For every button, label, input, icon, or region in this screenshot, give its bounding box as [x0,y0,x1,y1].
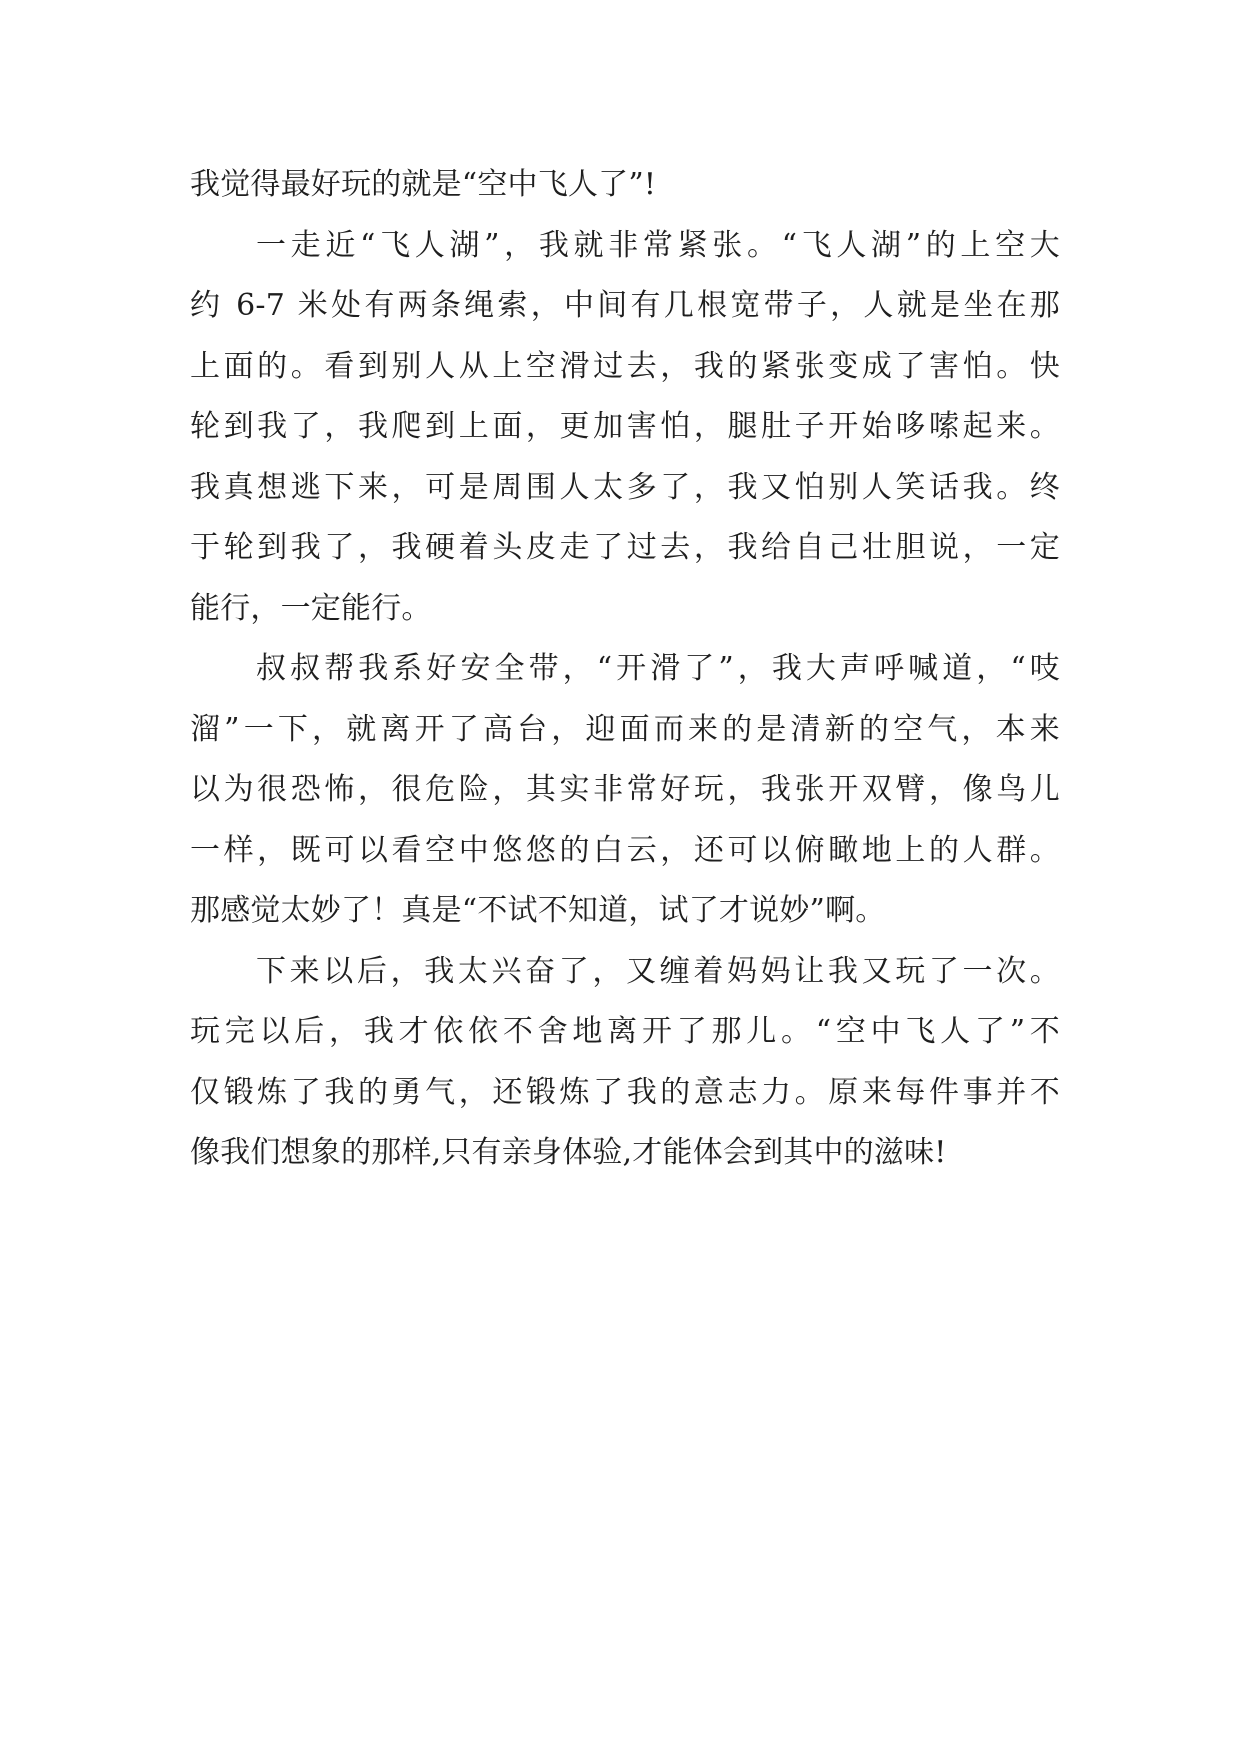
essay-body [190,155,1060,1184]
text-line: 像我们想象的那样,只有亲身体验,才能体会到其中的滋味! [190,1135,947,1170]
text-line: 于轮到我了，我硬着头皮走了过去，我给自己壮胆说，一定 [190,530,1060,565]
text-line: 一走近“飞人湖”，我就非常紧张。“飞人湖”的上空大 [256,227,1060,263]
text-line: 那感觉太妙了！真是“不试不知道，试了才说妙”啊。 [190,893,886,928]
text-line: 仅锻炼了我的勇气，还锻炼了我的意志力。原来每件事并不 [190,1074,1060,1110]
text-line: 下来以后，我太兴奋了，又缠着妈妈让我又玩了一次。 [256,953,1060,989]
text-line: 上面的。看到别人从上空滑过去，我的紧张变成了害怕。快 [190,348,1060,384]
text-line: 我觉得最好玩的就是“空中飞人了”! [190,167,657,202]
text-line: 溜”一下，就离开了高台，迎面而来的是清新的空气，本来 [190,711,1060,747]
text-line: 以为很恐怖，很危险，其实非常好玩，我张开双臂，像鸟儿 [190,772,1060,807]
text-line: 能行，一定能行。 [190,590,432,626]
text-line: 约 6-7 米处有两条绳索，中间有几根宽带子，人就是坐在那 [190,288,1060,323]
text-line: 我真想逃下来，可是周围人太多了，我又怕别人笑话我。终 [190,469,1060,505]
text-line: 玩完以后，我才依依不舍地离开了那儿。“空中飞人了”不 [190,1014,1060,1049]
text-line: 叔叔帮我系好安全带，“开滑了”，我大声呼喊道，“吱 [256,651,1060,686]
text-line: 轮到我了，我爬到上面，更加害怕，腿肚子开始哆嗦起来。 [190,409,1060,444]
text-line: 一样，既可以看空中悠悠的白云，还可以俯瞰地上的人群。 [190,832,1060,868]
